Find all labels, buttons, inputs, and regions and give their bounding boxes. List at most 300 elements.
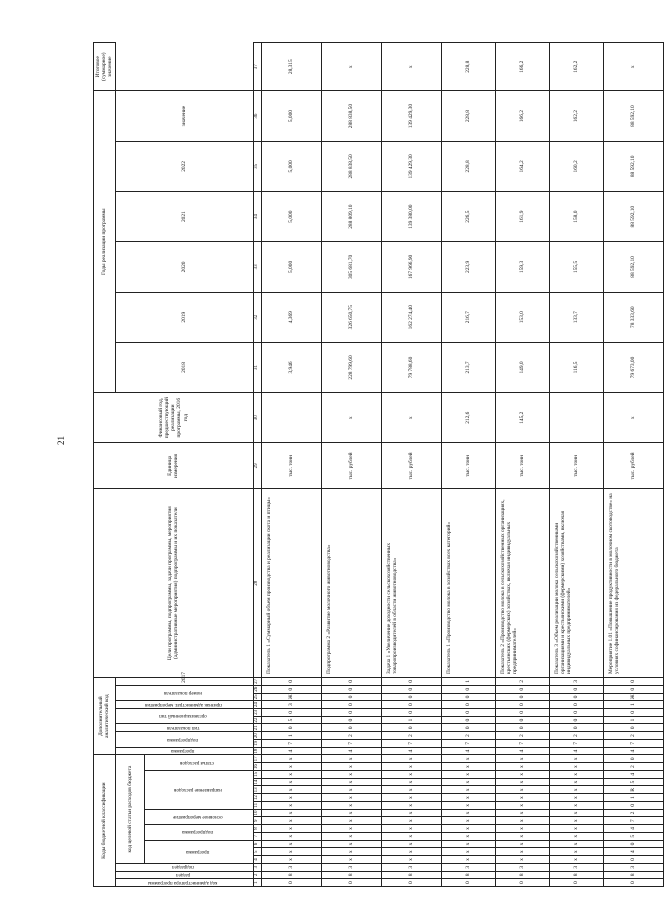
code-cell: 1 (603, 716, 663, 724)
code-cell: 0 (441, 693, 495, 701)
column-index: 28 (253, 489, 261, 678)
base-year-value-cell (549, 393, 603, 443)
final-value-cell: x (321, 43, 381, 91)
expense-codes-header: код целевой статьи расходов бюджета (115, 755, 144, 863)
unit-cell: тыс. тонн (261, 443, 321, 489)
code-cell: x (381, 801, 441, 809)
final-value-cell: 166,2 (495, 43, 549, 91)
code-cell: 0 (381, 677, 441, 685)
code-cell: x (381, 763, 441, 771)
code-cell: x (441, 832, 495, 840)
year-value-cell: 288 838,50 (321, 141, 381, 191)
code-subprogram-group-header: подпрограмма (144, 825, 253, 840)
code-cell: x (549, 778, 603, 786)
column-index: 10 (253, 809, 261, 817)
unit-column-header: Единица измерения (94, 443, 254, 489)
code-admin-measure-header: признак администрат. мероприятия (115, 701, 253, 709)
unit-cell: тыс. рублей (381, 443, 441, 489)
code-cell: 8 (495, 871, 549, 879)
code-cell: x (441, 856, 495, 864)
code-cell: 4 (603, 770, 663, 778)
code-cell: 4 (603, 747, 663, 755)
code-cell: 0 (441, 879, 495, 887)
year-value-cell: 5,000 (261, 242, 321, 292)
code-cell: x (261, 856, 321, 864)
code-cell: 0 (549, 879, 603, 887)
code-cell: 1 (261, 732, 321, 740)
code-cell: x (381, 856, 441, 864)
code-cell: 3 (261, 863, 321, 871)
column-index: 22 (253, 716, 261, 724)
code-cell: x (261, 809, 321, 817)
year-value-cell: 153,0 (495, 292, 549, 342)
base-year-value-cell: x (603, 393, 663, 443)
column-index: 11 (253, 801, 261, 809)
code-cell: 4 (381, 747, 441, 755)
code-cell: x (549, 801, 603, 809)
code-cell: x (381, 770, 441, 778)
year-value-cell: 5,000 (261, 192, 321, 242)
year-value-cell: 88 592,10 (603, 141, 663, 191)
column-index: 20 (253, 732, 261, 740)
code-cell: 0 (321, 879, 381, 887)
code-cell: x (261, 817, 321, 825)
code-cell: 0 (261, 724, 321, 732)
year-value-cell: 158,0 (549, 192, 603, 242)
code-cell: x (495, 809, 549, 817)
unit-cell: тыс. тонн (441, 443, 495, 489)
year-value-cell: 3,946 (261, 342, 321, 392)
code-cell: 3 (261, 701, 321, 709)
code-cell: 4 (261, 747, 321, 755)
code-cell: x (549, 786, 603, 794)
code-cell: x (381, 825, 441, 833)
code-cell: 0 (495, 709, 549, 717)
code-subsection-header: подраздел (115, 863, 253, 871)
year-value-cell: 79 673,00 (603, 342, 663, 392)
code-cell: x (441, 794, 495, 802)
year-value-cell: 116,5 (549, 342, 603, 392)
code-cell: 0 (381, 724, 441, 732)
code-org-type-header: организационный тип (115, 709, 253, 724)
table-row (495, 43, 549, 887)
code-cell: x (495, 778, 549, 786)
table-row (381, 43, 441, 887)
code-cell: 2 (549, 732, 603, 740)
column-index: 24 (253, 701, 261, 709)
year-value-cell: 216,7 (441, 292, 495, 342)
column-index: 4 (253, 856, 261, 864)
table-row (441, 43, 495, 887)
code-cell: 0 (261, 677, 321, 685)
table-row (549, 43, 603, 887)
code-cell: 8 (549, 871, 603, 879)
year-2019-header: 2019 (115, 292, 253, 342)
code-cell: x (441, 848, 495, 856)
code-cell: 4 (603, 825, 663, 833)
year-value-cell: 228 799,60 (321, 342, 381, 392)
code-cell: 0 (495, 724, 549, 732)
year-2022-header: 2022 (115, 141, 253, 191)
code-cell: x (495, 825, 549, 833)
column-index: 5 (253, 848, 261, 856)
code-cell: x (549, 755, 603, 763)
code-cell: 5 (603, 832, 663, 840)
column-index: 35 (253, 141, 261, 191)
column-index: 19 (253, 739, 261, 747)
code-cell: x (441, 817, 495, 825)
column-index: 16 (253, 763, 261, 771)
base-year-value-cell: x (381, 393, 441, 443)
unit-cell: тыс. тонн (495, 443, 549, 489)
code-cell: 0 (261, 709, 321, 717)
final-column-header: Итоговое (суммарное) значение (94, 43, 116, 91)
code-main-measure-header: основное мероприятие (144, 809, 253, 824)
code-cell: 0 (495, 879, 549, 887)
code-cell: x (321, 801, 381, 809)
year-value-cell: 161,9 (495, 192, 549, 242)
code-cell: x (441, 786, 495, 794)
code-cell: x (495, 848, 549, 856)
code-cell: x (549, 794, 603, 802)
code-cell: x (261, 848, 321, 856)
year-value-cell: 133,7 (549, 292, 603, 342)
column-index: 8 (253, 825, 261, 833)
code-cell: 3 (495, 863, 549, 871)
code-cell: 0 (603, 840, 663, 848)
year-value-cell: 305 681,70 (321, 242, 381, 292)
code-cell: 0 (603, 879, 663, 887)
code-admin-header: код администратора программы (115, 879, 253, 887)
final-value-cell: x (381, 43, 441, 91)
code-cell: x (495, 755, 549, 763)
column-index: 33 (253, 242, 261, 292)
code-cell: x (495, 817, 549, 825)
code-cell: x (321, 817, 381, 825)
base-year-value-cell (261, 393, 321, 443)
year-value-cell: 78 333,60 (603, 292, 663, 342)
code-cell: 0 (321, 693, 381, 701)
code-cell: 7 (495, 739, 549, 747)
code-cell: x (321, 770, 381, 778)
base-year-value-cell: 145,2 (495, 393, 549, 443)
column-index: 1 (253, 879, 261, 887)
year-2017-header: 2017 (115, 677, 253, 685)
code-cell: 0 (321, 709, 381, 717)
code-cell: 8 (261, 871, 321, 879)
code-cell: x (549, 856, 603, 864)
code-cell: 0 (441, 724, 495, 732)
code-cell: 2 (441, 732, 495, 740)
code-indicator-number-header: номер показателя (115, 685, 253, 700)
code-cell: 8 (321, 871, 381, 879)
code-cell: x (381, 832, 441, 840)
code-cell: 0 (381, 709, 441, 717)
code-cell: x (441, 755, 495, 763)
code-cell: 0 (549, 693, 603, 701)
code-cell: 3 (549, 677, 603, 685)
year-value-cell: 149,0 (495, 342, 549, 392)
column-index: 14 (253, 778, 261, 786)
code-cell: R (603, 786, 663, 794)
code-cell: x (441, 770, 495, 778)
code-cell: 5 (261, 716, 321, 724)
code-cell: x (549, 840, 603, 848)
column-index: 7 (253, 832, 261, 840)
code-cell: 0 (603, 724, 663, 732)
indicator-name-cell: Показатель 1 «Суммарный объем производства и реализации скота и птицы» (261, 489, 321, 678)
code-program-group-header: программа (144, 840, 253, 863)
code-cell: x (261, 786, 321, 794)
column-index: 9 (253, 817, 261, 825)
code-cell: 7 (381, 739, 441, 747)
year-value-cell: 326 650,75 (321, 292, 381, 342)
code-cell: x (321, 755, 381, 763)
code-cell: x (549, 848, 603, 856)
column-index: 34 (253, 192, 261, 242)
year-value-cell: 139 429,30 (381, 91, 441, 141)
column-index: 6 (253, 840, 261, 848)
year-value-cell: 288 809,10 (321, 192, 381, 242)
code-cell: x (495, 786, 549, 794)
year-value-cell: 164,2 (495, 141, 549, 191)
code-cell: 1 (381, 716, 441, 724)
column-index: 30 (253, 393, 261, 443)
column-index: 26 (253, 685, 261, 693)
column-index-row (253, 43, 261, 887)
code-cell: x (381, 786, 441, 794)
code-cell: x (321, 856, 381, 864)
code-cell: 0 (321, 724, 381, 732)
years-group-header: Годы реализации программы (94, 91, 116, 393)
code-cell: x (549, 817, 603, 825)
code-cell: x (495, 770, 549, 778)
column-index: 2 (253, 871, 261, 879)
code-cell: x (321, 832, 381, 840)
code-cell: x (549, 763, 603, 771)
code-cell: x (261, 778, 321, 786)
code-cell: x (381, 809, 441, 817)
code-cell: x (321, 763, 381, 771)
code-cell: x (321, 809, 381, 817)
code-subprogram-header: подпрограмма (115, 732, 253, 747)
code-cell: 7 (321, 739, 381, 747)
year-value-cell: 79 788,60 (381, 342, 441, 392)
code-cell: Ж (603, 693, 663, 701)
code-cell: 3 (441, 863, 495, 871)
year-value-cell: 162,2 (549, 91, 603, 141)
code-cell: x (549, 825, 603, 833)
code-cell: x (261, 755, 321, 763)
code-cell: x (441, 801, 495, 809)
table-body (261, 43, 663, 887)
final-value-cell: 162,2 (549, 43, 603, 91)
code-cell: 2 (603, 809, 663, 817)
code-cell: x (441, 840, 495, 848)
code-cell: x (495, 801, 549, 809)
year-value-cell: 228,8 (441, 141, 495, 191)
year-value-cell: 88 592,10 (603, 242, 663, 292)
code-cell: 0 (549, 724, 603, 732)
code-article-header: статья расходов (144, 755, 253, 771)
code-cell: x (381, 840, 441, 848)
code-cell: x (495, 856, 549, 864)
code-cell: 4 (603, 848, 663, 856)
year-value-cell: 226,5 (441, 192, 495, 242)
code-cell: Ж (261, 693, 321, 701)
code-cell: 0 (495, 685, 549, 693)
year-value-cell: 139 429,30 (381, 141, 441, 191)
year-value-cell: 213,7 (441, 342, 495, 392)
final-value-cell: 28,315 (261, 43, 321, 91)
code-cell: 0 (321, 677, 381, 685)
code-cell: x (381, 755, 441, 763)
code-cell: x (495, 794, 549, 802)
code-cell: 0 (603, 856, 663, 864)
code-direction-header: направление расходов (144, 770, 253, 809)
year-value-cell: 88 592,10 (603, 91, 663, 141)
column-index: 36 (253, 91, 261, 141)
code-cell: 4 (321, 747, 381, 755)
code-cell: 0 (603, 677, 663, 685)
code-cell: x (261, 770, 321, 778)
code-cell: x (321, 786, 381, 794)
code-cell: x (381, 794, 441, 802)
code-cell: 0 (495, 701, 549, 709)
page-number: 21 (56, 436, 66, 445)
year-value-cell: 5,000 (261, 91, 321, 141)
code-cell: x (261, 840, 321, 848)
code-cell: 0 (261, 685, 321, 693)
code-cell: 1 (441, 677, 495, 685)
base-year-column-header: Финансовый год, предшествующий реализации программы, 2016 год (94, 393, 254, 443)
code-cell: x (441, 778, 495, 786)
code-cell: x (321, 848, 381, 856)
column-index: 31 (253, 342, 261, 392)
code-cell: 1 (603, 794, 663, 802)
code-cell: x (321, 825, 381, 833)
code-cell: x (261, 825, 321, 833)
code-cell: 4 (495, 747, 549, 755)
code-cell: x (261, 832, 321, 840)
final-value-header: значение (115, 91, 253, 141)
code-cell: 0 (603, 685, 663, 693)
code-cell: 2 (603, 732, 663, 740)
code-cell: 4 (441, 747, 495, 755)
code-cell: 8 (603, 871, 663, 879)
column-index: 21 (253, 724, 261, 732)
code-cell: 2 (495, 677, 549, 685)
code-cell: 4 (549, 747, 603, 755)
code-cell: 0 (321, 685, 381, 693)
code-cell: x (321, 794, 381, 802)
program-table-sheet (93, 42, 636, 887)
code-cell: 0 (549, 685, 603, 693)
column-index: 25 (253, 693, 261, 701)
column-index: 29 (253, 443, 261, 489)
code-cell: 0 (321, 701, 381, 709)
year-value-cell: 166,2 (495, 91, 549, 141)
column-index: 27 (253, 677, 261, 685)
column-index: 37 (253, 43, 261, 91)
code-cell: 0 (549, 716, 603, 724)
code-cell: x (261, 763, 321, 771)
code-type-header: тип показателя (115, 724, 253, 732)
year-value-cell: 223,9 (441, 242, 495, 292)
code-cell: 0 (603, 801, 663, 809)
code-cell: 0 (261, 879, 321, 887)
code-cell: x (321, 778, 381, 786)
code-cell: 7 (441, 739, 495, 747)
year-value-cell: 160,2 (549, 141, 603, 191)
year-value-cell: 5,000 (261, 141, 321, 191)
year-2018-header: 2018 (115, 342, 253, 392)
indicator-name-cell: Задача 1 «Увеличение доходности сельскохозяйственных товаропроизводителей в области животноводства» (381, 489, 441, 678)
code-cell: 0 (381, 693, 441, 701)
code-cell: 0 (495, 716, 549, 724)
code-cell: x (495, 763, 549, 771)
final-value-cell: x (603, 43, 663, 91)
program-indicators-table (93, 42, 664, 887)
year-value-cell: 228,8 (441, 91, 495, 141)
table-row (261, 43, 321, 887)
year-value-cell: 159,3 (495, 242, 549, 292)
code-cell: 0 (381, 685, 441, 693)
table-row (321, 43, 381, 887)
indicator-name-cell: Мероприятие 1.01 «Повышение продуктивности в молочном скотоводстве» на условиях софинансирования из федерального бюджета (603, 489, 663, 678)
year-value-cell: 288 838,50 (321, 91, 381, 141)
year-value-cell: 4,369 (261, 292, 321, 342)
code-cell: 7 (549, 739, 603, 747)
code-cell: x (549, 809, 603, 817)
extra-analytic-code-header: Дополнительный аналитический код (94, 677, 116, 754)
code-cell: 0 (381, 879, 441, 887)
code-cell: 7 (603, 817, 663, 825)
column-index: 17 (253, 755, 261, 763)
code-cell: 2 (603, 763, 663, 771)
code-cell: x (321, 840, 381, 848)
year-value-cell: 139 380,00 (381, 192, 441, 242)
base-year-value-cell: x (321, 393, 381, 443)
unit-cell: тыс. тонн (549, 443, 603, 489)
code-cell: 3 (381, 863, 441, 871)
code-cell: 0 (441, 709, 495, 717)
year-value-cell: 88 592,10 (603, 192, 663, 242)
code-cell: 3 (603, 863, 663, 871)
code-cell: 8 (441, 871, 495, 879)
code-cell: x (549, 832, 603, 840)
indicator-name-cell: Показатель 1 «Производство молока в хозяйствах всех категорий» (441, 489, 495, 678)
code-cell: 2 (495, 732, 549, 740)
code-section-header: раздел (115, 871, 253, 879)
year-value-cell: 162 274,40 (381, 292, 441, 342)
base-year-value-cell: 212,6 (441, 393, 495, 443)
column-index: 13 (253, 786, 261, 794)
code-cell: 0 (603, 709, 663, 717)
code-cell: 0 (441, 685, 495, 693)
column-index: 15 (253, 770, 261, 778)
code-cell: 0 (441, 716, 495, 724)
code-cell: 7 (603, 739, 663, 747)
code-cell: 3 (549, 863, 603, 871)
unit-cell: тыс. рублей (321, 443, 381, 489)
code-cell: 2 (321, 732, 381, 740)
code-cell: 0 (441, 701, 495, 709)
table-row (603, 43, 663, 887)
code-cell: 1 (603, 701, 663, 709)
code-cell: 0 (549, 701, 603, 709)
year-2021-header: 2021 (115, 192, 253, 242)
